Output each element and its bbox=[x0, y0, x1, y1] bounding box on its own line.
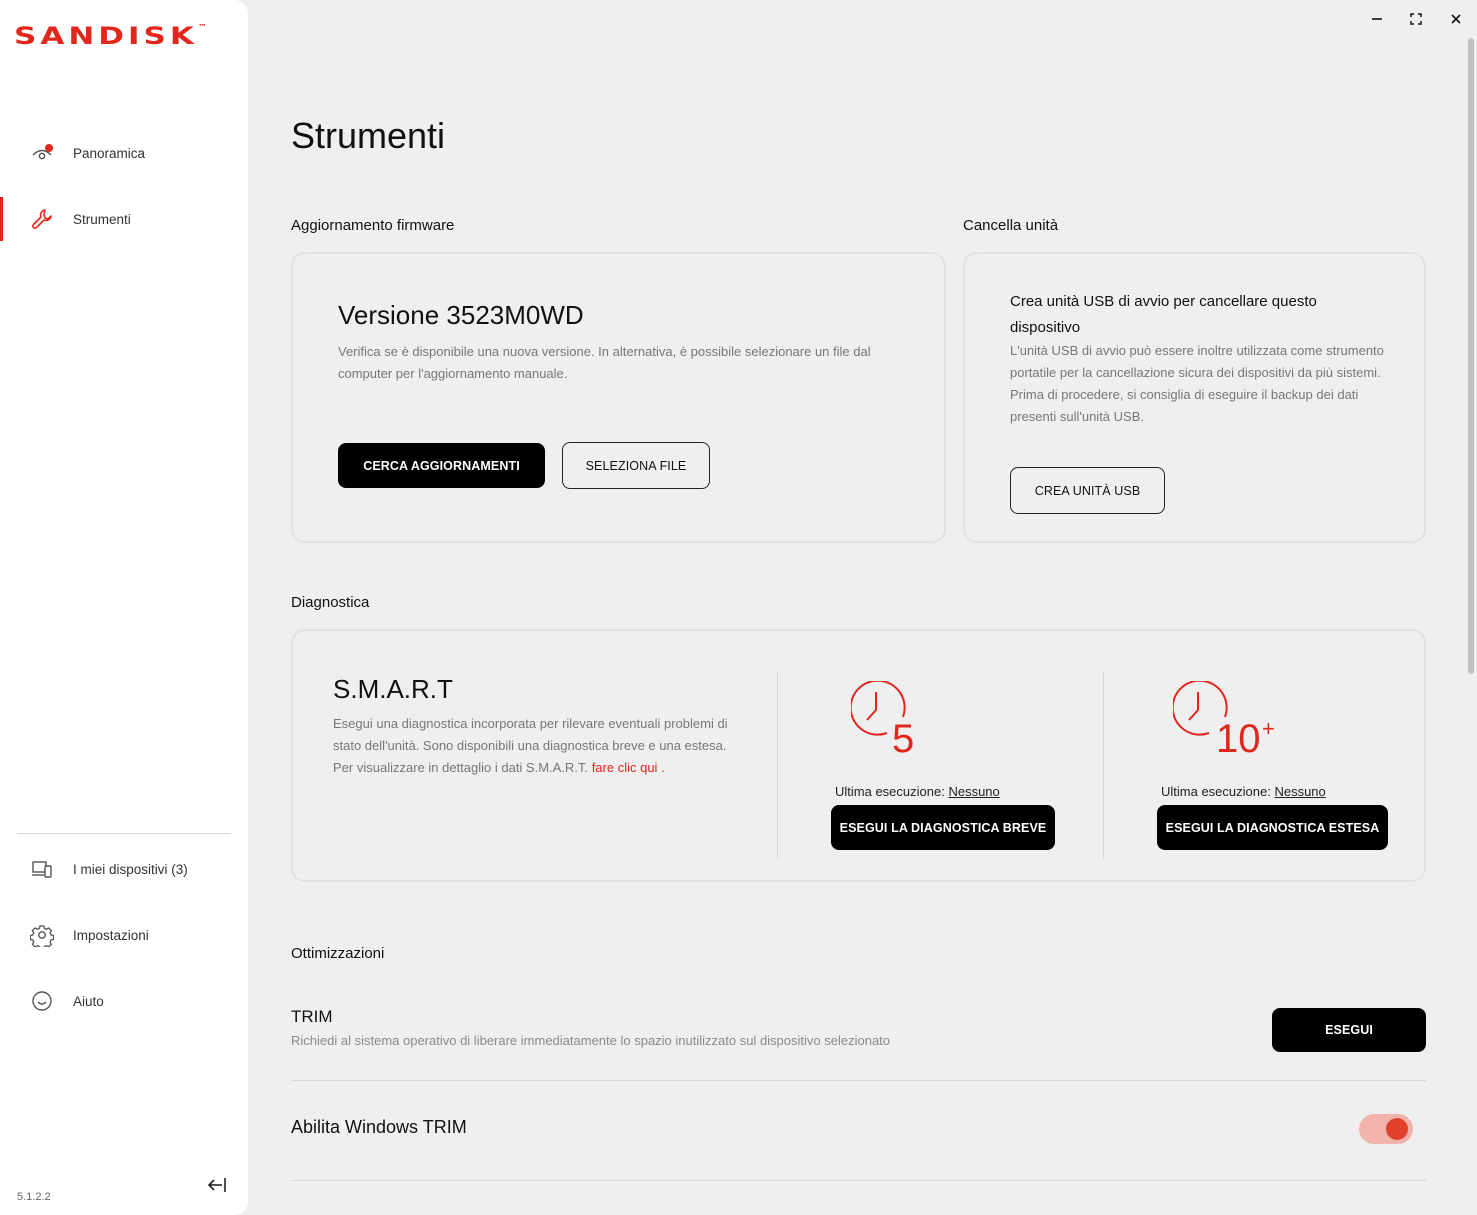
short-last-run: Ultima esecuzione: Nessuno bbox=[835, 784, 1000, 799]
firmware-section-title: Aggiornamento firmware bbox=[291, 217, 455, 234]
firmware-description: Verifica se è disponibile una nuova versione. In alternativa, è possibile selezionare un file dal computer per l'aggiornamento manuale. bbox=[338, 344, 871, 381]
sidebar-item-help[interactable] bbox=[0, 979, 248, 1023]
sidebar-item-label: Impostazioni bbox=[73, 927, 149, 943]
diagnostics-card bbox=[291, 629, 1426, 882]
sidebar-item-label: Strumenti bbox=[73, 211, 131, 227]
divider bbox=[291, 1080, 1426, 1081]
smart-description: Esegui una diagnostica incorporata per rilevare eventuali problemi di stato dell'unità. Sono disponibili una diagnostica breve e una estesa. Per visualizzare in dettaglio i dati S.M.A.R.T. fare clic qui . bbox=[333, 716, 728, 775]
smart-details-link[interactable]: fare clic qui bbox=[591, 760, 658, 775]
sidebar-item-label: Aiuto bbox=[73, 993, 104, 1009]
diagnostics-section-title: Diagnostica bbox=[291, 594, 370, 611]
wrench-icon bbox=[30, 207, 54, 231]
erase-section-title: Cancella unità bbox=[963, 217, 1059, 234]
trim-title: TRIM bbox=[291, 1007, 333, 1026]
windows-trim-toggle[interactable] bbox=[1359, 1114, 1413, 1144]
maximize-icon[interactable] bbox=[1405, 8, 1427, 30]
sidebar bbox=[0, 0, 248, 1215]
toggle-knob bbox=[1386, 1118, 1408, 1140]
sidebar-item-devices[interactable] bbox=[0, 847, 248, 891]
trim-description: Richiedi al sistema operativo di liberare immediatamente lo spazio inutilizzato sul dispositivo selezionato bbox=[291, 1033, 891, 1048]
optimizations-section-title: Ottimizzazioni bbox=[291, 945, 385, 962]
extended-last-run: Ultima esecuzione: Nessuno bbox=[1161, 784, 1326, 799]
gear-icon bbox=[30, 923, 54, 947]
firmware-version-heading: Versione 3523M0WD bbox=[338, 300, 584, 330]
sidebar-item-label: I miei dispositivi (3) bbox=[73, 861, 188, 877]
run-extended-diagnostic-button[interactable]: ESEGUI LA DIAGNOSTICA ESTESA bbox=[1157, 805, 1388, 850]
sidebar-item-label: Panoramica bbox=[73, 145, 146, 161]
minimize-icon[interactable] bbox=[1366, 8, 1388, 30]
erase-heading: Crea unità USB di avvio per cancellare questo dispositivo bbox=[1010, 293, 1317, 336]
short-diagnostic-clock-icon bbox=[851, 681, 931, 762]
sidebar-item-strumenti[interactable] bbox=[0, 197, 248, 241]
extended-diagnostic-clock-icon bbox=[1173, 681, 1283, 762]
sidebar-divider bbox=[17, 833, 231, 834]
erase-card bbox=[963, 252, 1426, 543]
svg-text:10: 10 bbox=[1216, 717, 1261, 757]
short-last-run-value: Nessuno bbox=[948, 784, 1000, 799]
page-title: Strumenti bbox=[291, 115, 446, 156]
sidebar-item-settings[interactable] bbox=[0, 913, 248, 957]
app-version: 5.1.2.2 bbox=[17, 1191, 51, 1203]
collapse-sidebar-icon[interactable] bbox=[206, 1174, 228, 1196]
windows-trim-label: Abilita Windows TRIM bbox=[291, 1117, 467, 1137]
divider bbox=[291, 1180, 1426, 1181]
create-usb-button[interactable]: CREA UNITÀ USB bbox=[1010, 467, 1165, 514]
run-trim-button[interactable]: ESEGUI bbox=[1272, 1008, 1426, 1052]
run-short-diagnostic-button[interactable]: ESEGUI LA DIAGNOSTICA BREVE bbox=[831, 805, 1055, 850]
erase-description: L'unità USB di avvio può essere inoltre utilizzata come strumento portatile per la cancellazione sicura dei dispositivi da più sistemi. Prima di procedere, si consiglia di eseguire il backup dei dati presenti sull'unità USB. bbox=[1010, 343, 1384, 424]
devices-icon bbox=[30, 857, 54, 881]
svg-text:+: + bbox=[1262, 716, 1275, 741]
firmware-card bbox=[291, 252, 946, 543]
extended-last-run-value: Nessuno bbox=[1274, 784, 1326, 799]
select-file-button[interactable]: SELEZIONA FILE bbox=[562, 442, 710, 489]
diagnostics-divider bbox=[777, 671, 778, 859]
eye-icon bbox=[30, 141, 54, 165]
svg-text:5: 5 bbox=[892, 717, 915, 757]
sandisk-logo: SANDISK™ bbox=[14, 22, 207, 51]
check-updates-button[interactable]: CERCA AGGIORNAMENTI bbox=[338, 443, 545, 488]
diagnostics-divider bbox=[1103, 671, 1104, 859]
close-icon[interactable] bbox=[1445, 8, 1467, 30]
help-icon bbox=[30, 989, 54, 1013]
scrollbar[interactable] bbox=[1468, 38, 1474, 674]
smart-heading: S.M.A.R.T bbox=[333, 674, 453, 704]
sidebar-item-panoramica[interactable] bbox=[0, 131, 248, 175]
